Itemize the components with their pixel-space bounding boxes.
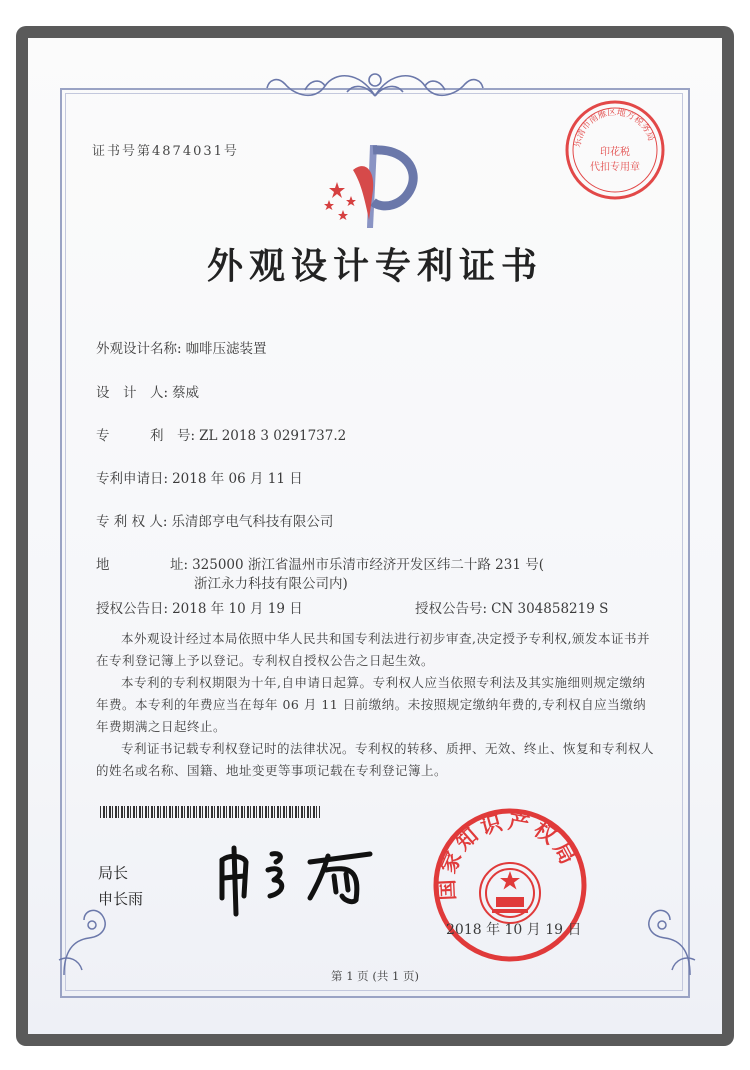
grant-number-value: CN 304858219 S <box>491 601 609 617</box>
paragraph-1: 本外观设计经过本局依照中华人民共和国专利法进行初步审查,决定授予专利权,颁发本证书并在专利登记簿上予以登记。专利权自授权公告之日起生效。 <box>96 631 650 668</box>
filing-date-label: 专利申请日: <box>96 471 169 487</box>
page-number: 第 1 页 (共 1 页) <box>331 969 419 983</box>
grant-date-label: 授权公告日: <box>96 601 169 617</box>
filing-date-row <box>96 467 303 487</box>
address-row <box>170 553 544 573</box>
director-title: 局长 <box>98 864 129 882</box>
address-label: 地 <box>96 557 110 573</box>
certificate-number <box>92 140 239 159</box>
tax-seal-icon <box>560 95 670 205</box>
filing-date-value: 2018 年 06 月 11 日 <box>172 471 303 487</box>
design-name-label: 外观设计名称: <box>96 341 182 357</box>
official-seal-icon <box>430 805 590 965</box>
grant-date-value: 2018 年 10 月 19 日 <box>172 601 303 617</box>
barcode <box>100 806 320 818</box>
patent-number-row <box>96 424 346 444</box>
patentee-label: 专 利 权 人: <box>96 514 168 530</box>
patentee-value: 乐清郎亨电气科技有限公司 <box>171 514 334 530</box>
director-name: 申长雨 <box>98 890 144 908</box>
grant-number-label: 授权公告号: <box>415 601 488 617</box>
official-seal-text: 国家知识产权局 <box>434 809 582 902</box>
certificate-title: 外观设计专利证书 <box>206 245 543 287</box>
designer-value: 蔡威 <box>172 385 200 401</box>
address-line2: 浙江永力科技有限公司内) <box>194 576 348 592</box>
patent-office-logo-icon <box>315 140 425 235</box>
svg-text:国家知识产权局 <box>435 809 582 901</box>
design-name-value: 咖啡压滤装置 <box>185 341 267 357</box>
grant-number-row <box>415 597 608 617</box>
patent-number-label: 专 利 号: <box>96 428 196 444</box>
cert-number-label: 证书号第 <box>92 144 153 159</box>
cert-number-value: 4874031 <box>152 144 224 159</box>
signature-icon <box>210 840 410 920</box>
patentee-row <box>96 510 333 530</box>
grant-date-row <box>96 597 303 617</box>
designer-label: 设 计 人: <box>96 385 169 401</box>
tax-seal-text: 乐清市南雁区地方税务局 <box>572 107 656 149</box>
paragraph-3: 专利证书记载专利权登记时的法律状况。专利权的转移、质押、无效、终止、恢复和专利权人的姓名或名称、国籍、地址变更等事项记载在专利登记簿上。 <box>96 741 655 778</box>
design-name-row <box>96 337 267 357</box>
tax-seal-line2: 代扣专用章 <box>590 162 640 173</box>
address-colon: 址: <box>170 557 189 573</box>
cert-number-suffix: 号 <box>223 144 239 159</box>
address-line1: 325000 浙江省温州市乐清市经济开发区纬二十路 231 号( <box>192 557 545 573</box>
seal-date: 2018 年 10 月 19 日 <box>446 922 582 938</box>
top-ornament-icon <box>265 66 485 116</box>
designer-row <box>96 381 199 401</box>
paragraph-2: 本专利的专利权期限为十年,自申请日起算。专利权人应当依照专利法及其实施细则规定缴纳年费。本专利的年费应当在每年 06 月 11 日前缴纳。未按照规定缴纳年费的,专利权自应当缴纳年费期满之日起终止。 <box>96 675 647 734</box>
patent-number-value: ZL 2018 3 0291737.2 <box>199 428 347 444</box>
tax-seal-line1: 印花税 <box>600 147 630 158</box>
